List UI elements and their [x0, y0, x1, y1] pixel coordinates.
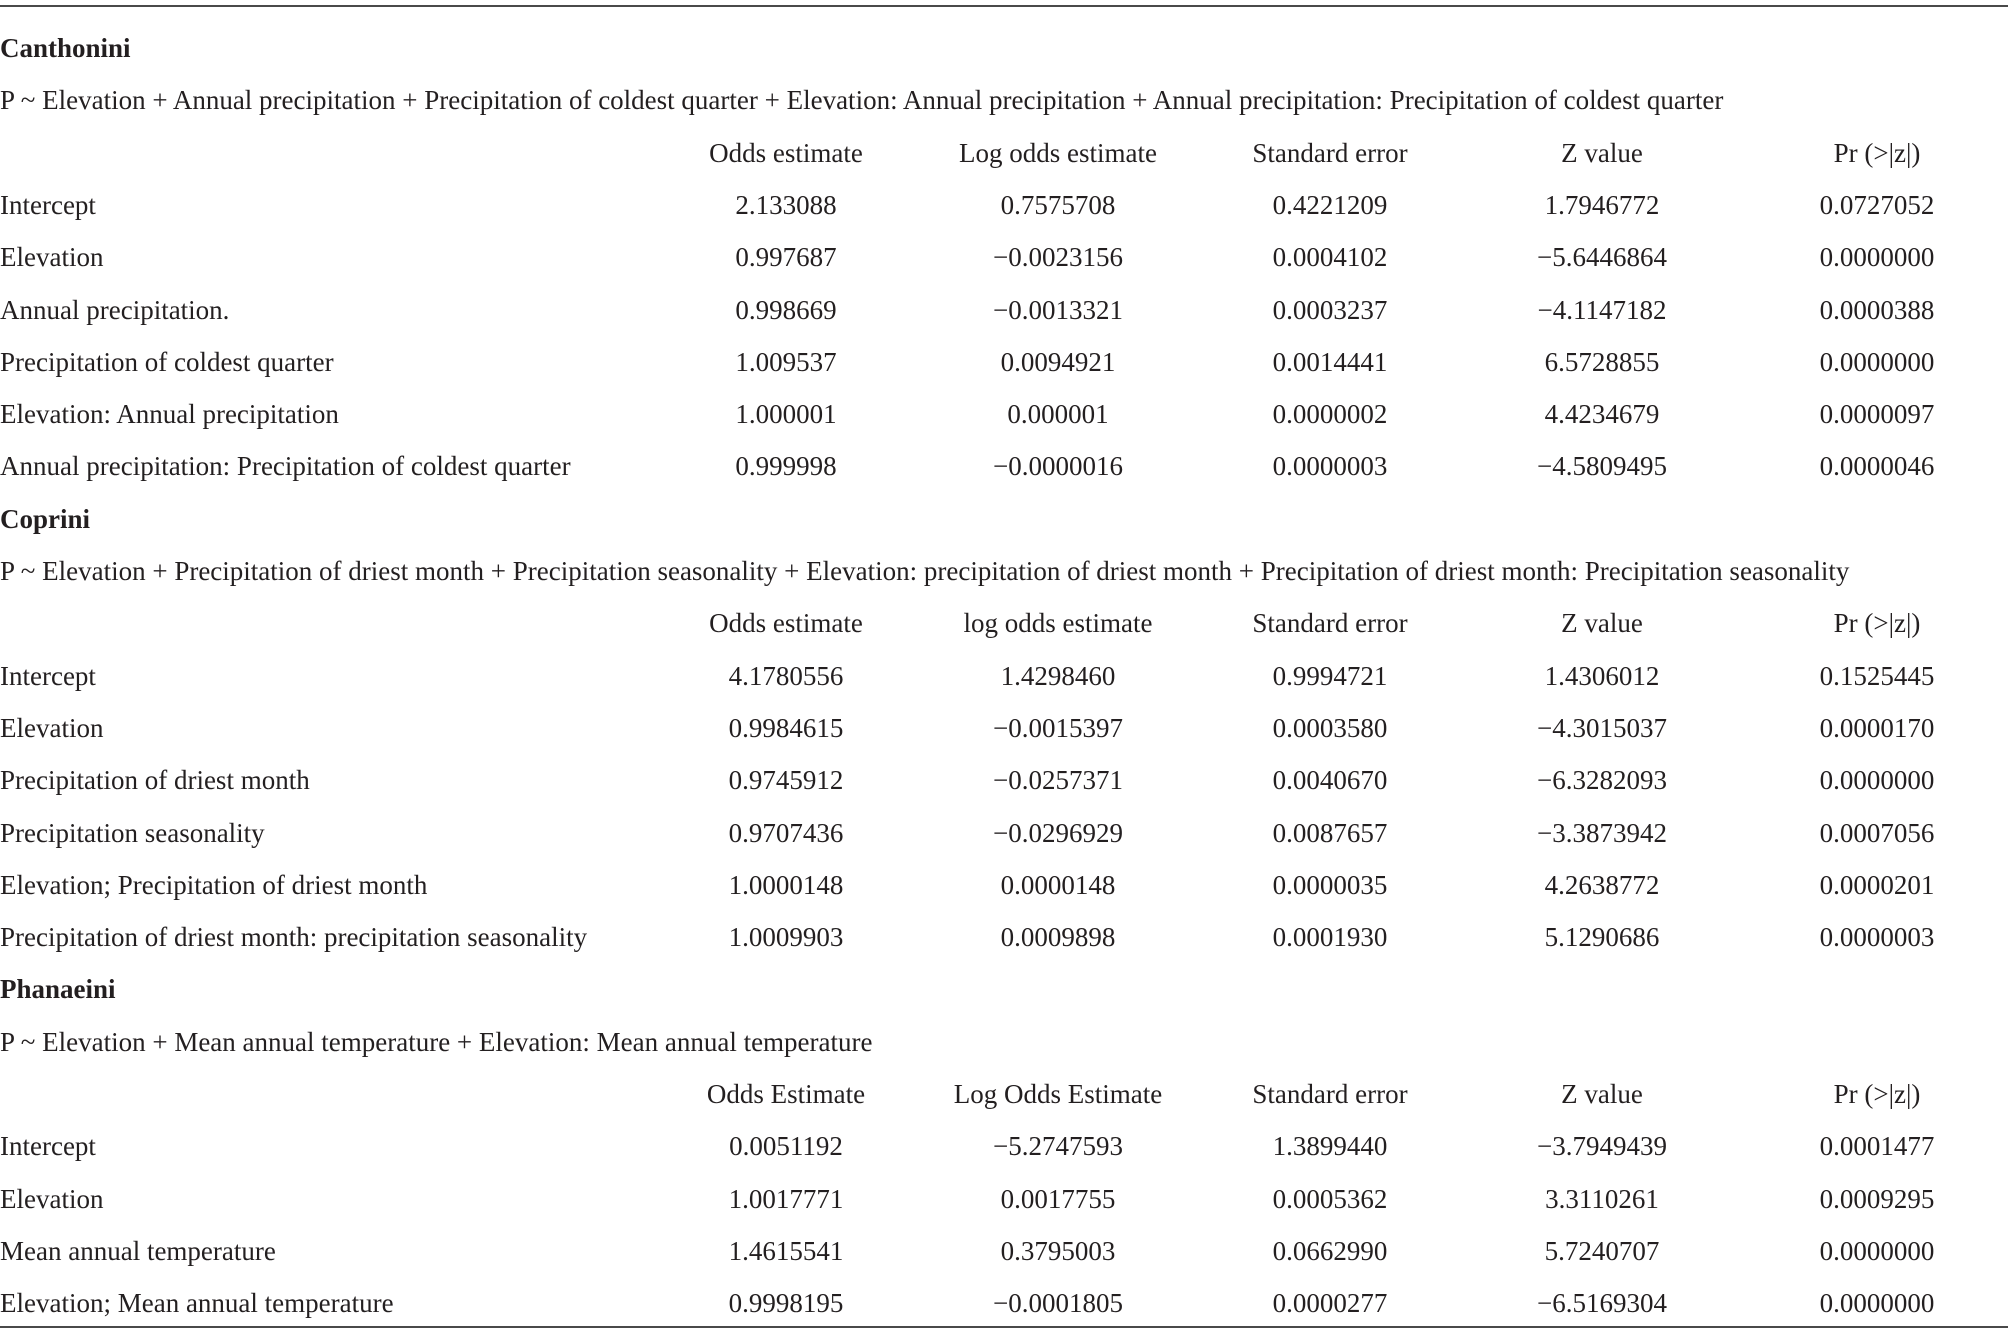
table-row [0, 284, 2008, 336]
table-cell: −0.0296929 [993, 817, 1123, 848]
column-header: Odds estimate [709, 608, 863, 639]
column-header: Pr (>|z|) [1833, 137, 1921, 168]
table-row [0, 388, 2008, 440]
table-cell: 4.2638772 [1544, 869, 1660, 900]
table-cell: −5.6446864 [1537, 242, 1667, 273]
column-header: Odds estimate [709, 137, 863, 168]
table-cell: 0.9998195 [728, 1288, 844, 1319]
table-row [0, 1173, 2008, 1225]
table-cell: 0.998669 [735, 294, 837, 325]
table-row [0, 179, 2008, 231]
table-row [0, 754, 2008, 806]
table-cell: −4.5809495 [1537, 451, 1667, 482]
table-cell: 1.0017771 [728, 1183, 844, 1214]
table-cell: 0.0727052 [1819, 189, 1935, 220]
row-label: Intercept [0, 660, 96, 691]
column-header: Z value [1561, 137, 1643, 168]
table-cell: 0.9994721 [1272, 660, 1388, 691]
column-header: Log Odds Estimate [953, 1079, 1163, 1109]
table-cell: 0.0003580 [1272, 712, 1388, 743]
group-title: Coprini [0, 503, 91, 534]
column-header: log odds estimate [963, 608, 1153, 639]
table-cell: 3.3110261 [1545, 1183, 1659, 1214]
table-row [0, 231, 2008, 283]
table-row [0, 1225, 2008, 1277]
column-header: Standard error [1252, 137, 1408, 168]
table-row [0, 1277, 2008, 1329]
table-cell: 0.3795003 [1000, 1235, 1116, 1266]
table-cell: 1.000001 [735, 399, 837, 430]
group-title: Canthonini [0, 33, 131, 63]
table-cell: −0.0000016 [993, 451, 1123, 482]
table-cell: 0.0000003 [1819, 922, 1935, 953]
row-label: Elevation [0, 242, 104, 273]
table-cell: 0.0000035 [1272, 869, 1388, 900]
table-cell: 0.0000000 [1819, 765, 1935, 796]
table-cell: 0.0009898 [1000, 922, 1116, 953]
row-label: Intercept [0, 1131, 96, 1162]
table-cell: 0.1525445 [1819, 660, 1935, 691]
table-cell: 0.0005362 [1272, 1183, 1388, 1214]
table-cell: 1.009537 [735, 346, 837, 377]
table-cell: 0.0014441 [1272, 346, 1388, 377]
row-label: Precipitation seasonality [0, 817, 265, 848]
table-cell: −4.1147182 [1537, 294, 1667, 325]
table-cell: 0.0000003 [1272, 451, 1388, 482]
table-cell: 0.0094921 [1000, 346, 1116, 377]
table-cell: −0.0001805 [993, 1288, 1123, 1319]
table-cell: 0.0000170 [1819, 712, 1935, 743]
row-label: Precipitation of coldest quarter [0, 346, 334, 377]
row-label: Elevation [0, 712, 104, 743]
table-cell: 0.000001 [1007, 399, 1109, 430]
row-label: Precipitation of driest month [0, 765, 310, 796]
table-cell: −5.2747593 [993, 1131, 1123, 1162]
table-cell: 1.4306012 [1544, 660, 1660, 691]
table-cell: 0.4221209 [1272, 189, 1388, 220]
row-label: Precipitation of driest month: precipitation seasonality [0, 922, 588, 953]
table-cell: 0.0009295 [1819, 1183, 1935, 1214]
row-label: Intercept [0, 189, 96, 220]
table-cell: 0.0000201 [1819, 869, 1935, 900]
table-cell: 1.7946772 [1544, 189, 1660, 220]
table-cell: −3.7949439 [1537, 1131, 1667, 1162]
column-header: Standard error [1252, 1079, 1408, 1109]
group-title: Phanaeini [0, 974, 116, 1005]
table-cell: 0.0000000 [1819, 1288, 1935, 1319]
table-bottom-rule [0, 1326, 2008, 1328]
row-label: Elevation [0, 1183, 104, 1214]
table-cell: 0.0000000 [1819, 346, 1935, 377]
column-header: Z value [1561, 608, 1643, 639]
table-cell: 0.9984615 [728, 712, 844, 743]
table-cell: 0.0000002 [1272, 399, 1388, 430]
table-cell: −0.0257371 [993, 765, 1123, 796]
table-cell: 0.0000148 [1000, 869, 1116, 900]
table-cell: −6.3282093 [1537, 765, 1667, 796]
table-cell: 0.0662990 [1272, 1235, 1388, 1266]
table-cell: 1.3899440 [1272, 1131, 1388, 1162]
table-row [0, 911, 2008, 963]
table-cell: 0.7575708 [1000, 189, 1116, 220]
column-header: Standard error [1252, 608, 1408, 639]
table-cell: −0.0013321 [993, 294, 1123, 325]
table-cell: −0.0023156 [993, 242, 1123, 273]
table-cell: 0.0017755 [1000, 1183, 1116, 1214]
table-row [0, 336, 2008, 388]
model-formula: P ~ Elevation + Mean annual temperature + Elevation: Mean annual temperature [0, 1026, 873, 1057]
table-cell: 1.4298460 [1000, 660, 1116, 691]
table-cell: 1.0009903 [728, 922, 844, 953]
column-header: Pr (>|z|) [1833, 1079, 1921, 1109]
table-cell: 4.1780556 [728, 660, 844, 691]
table-cell: 0.0007056 [1819, 817, 1935, 848]
row-label: Annual precipitation: Precipitation of coldest quarter [0, 451, 571, 482]
column-header: Z value [1561, 1079, 1643, 1109]
table-cell: 0.0000097 [1819, 399, 1935, 430]
model-formula: P ~ Elevation + Annual precipitation + Precipitation of coldest quarter + Elevation: Annual precipitation + Annual precipitation: Precipitation of coldest quarter [0, 85, 1724, 116]
table-cell: 0.0000046 [1819, 451, 1935, 482]
table-cell: 0.0051192 [729, 1131, 843, 1162]
table-cell: 0.9707436 [728, 817, 844, 848]
table-cell: 2.133088 [735, 189, 837, 220]
model-formula: P ~ Elevation + Precipitation of driest month + Precipitation seasonality + Elevation: precipitation of driest month + Precipitation of driest month: Precipitation seasonality [0, 556, 1850, 586]
table-row [0, 702, 2008, 754]
table-cell: 0.0000000 [1819, 242, 1935, 273]
table-cell: 0.9745912 [728, 765, 844, 796]
table-cell: −3.3873942 [1537, 817, 1667, 848]
column-header: Pr (>|z|) [1833, 608, 1921, 639]
table-row [0, 440, 2008, 492]
table-cell: 0.0003237 [1272, 294, 1388, 325]
row-label: Elevation: Annual precipitation [0, 399, 339, 430]
table-cell: 0.0000277 [1272, 1288, 1388, 1319]
row-label: Elevation; Precipitation of driest month [0, 869, 428, 900]
table-cell: 5.1290686 [1544, 922, 1660, 953]
table-cell: 0.0000388 [1819, 294, 1935, 325]
table-cell: −4.3015037 [1537, 712, 1667, 743]
table-cell: 6.5728855 [1544, 346, 1660, 377]
table-row [0, 1120, 2008, 1172]
row-label: Mean annual temperature [0, 1235, 276, 1266]
table-cell: 0.0087657 [1272, 817, 1388, 848]
table-row [0, 859, 2008, 911]
column-header-row [0, 597, 2008, 649]
column-header: Log odds estimate [959, 137, 1157, 168]
table-cell: −6.5169304 [1537, 1288, 1667, 1319]
table-cell: 4.4234679 [1544, 399, 1660, 430]
column-header-row [0, 127, 2008, 179]
table-cell: 0.0000000 [1819, 1235, 1935, 1266]
table-cell: 0.997687 [735, 242, 837, 273]
row-label: Annual precipitation. [0, 294, 230, 325]
table-cell: 0.0040670 [1272, 765, 1388, 796]
column-header-row [0, 1068, 2008, 1120]
table-cell: 0.999998 [735, 451, 837, 482]
column-header: Odds Estimate [706, 1079, 866, 1109]
table-cell: 0.0001930 [1272, 922, 1388, 953]
table-row [0, 650, 2008, 702]
table-cell: 0.0004102 [1272, 242, 1388, 273]
table-row [0, 807, 2008, 859]
table-cell: 5.7240707 [1544, 1235, 1660, 1266]
table-cell: −0.0015397 [993, 712, 1123, 743]
table-top-rule [0, 5, 2008, 7]
table-cell: 0.0001477 [1819, 1131, 1935, 1162]
table-cell: 1.0000148 [728, 869, 844, 900]
row-label: Elevation; Mean annual temperature [0, 1288, 394, 1319]
table-cell: 1.4615541 [728, 1235, 844, 1266]
